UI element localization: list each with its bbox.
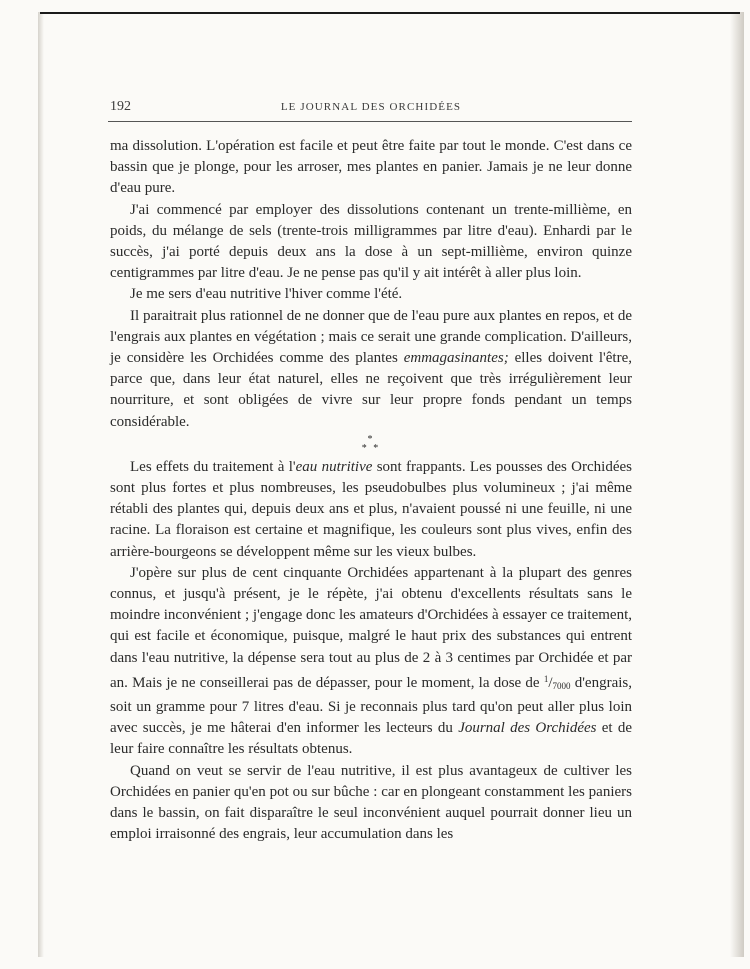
paragraph-2: J'ai commencé par employer des dissolutions contenant un trente-millième, en poids, du mélange de sels (trente-trois milligrammes par litre d'eau). Enhardi par le succès, j'ai porté depuis deux ans la dose à un sept-millième, environ quinze centigrammes par litre d'eau. Je ne pense pas qu'il y ait intérêt à aller plus loin. bbox=[110, 201, 632, 282]
fraction-numerator: 1 bbox=[543, 673, 549, 684]
paragraph-4 bbox=[110, 306, 632, 433]
article-body bbox=[110, 136, 632, 846]
page-number: 192 bbox=[110, 99, 131, 114]
paragraph-5-italic: eau nutritive bbox=[295, 458, 373, 475]
paragraph-5-text-a: Les effets du traitement à l' bbox=[130, 458, 296, 475]
paragraph-7: Quand on veut se servir de l'eau nutritive, il est plus avantageux de cultiver les Orchidées en panier qu'en pot ou sur bûche : car en plongeant constamment les paniers dans le bassin, on fait disparaître le seul inconvénient auquel pourrait donner lieu un emploi irraisonné des engrais, leur accumulation dans les bbox=[110, 762, 632, 843]
paragraph-6: J'opère sur plus de cent cinquante Orchidées appartenant à la plupart des genres connus, et jusqu'à présent, je le répète, j'ai obtenu d'excellents résultats sans le moindre inconvénient ; j'engage donc les amateurs d'Orchidées à essayer ce traitement, qui est facile et économique, puisque, malgré le haut prix des substances qui entrent dans l'eau nutritive, la dépense sera tout au plus de 2 à 3 centimes par Orchidée et par an. Mais je ne conseillerai pas de dépasser, pour le moment, la dose de $^1/_{7000}$ d'engrais, soit un gramme pour 7 litres d'eau. Si je reconnais plus tard qu'on peut aller plus loin avec succès, je me hâterai d'en informer les lecteurs du Journal des Orchidées et de leur faire connaître les résultats obtenus. bbox=[110, 564, 633, 758]
paragraph-3: Je me sers d'eau nutritive l'hiver comme l'été. bbox=[130, 286, 403, 303]
paragraph-6-text-a: J'opère sur plus de cent cinquante Orchidées appartenant à la plupart des genres connus, et jusqu'à présent, je le répète, j'ai obtenu d'excellents résultats sans le moindre inconvénient ; j'engage donc les amateurs d'Orchidées à essayer ce traitement, qui est facile et économique, puisque, malgré le haut prix des substances qui entrent dans l'eau nutritive, la dépense sera tout au plus de 2 à 3 centimes par Orchidée et par an. Mais je ne conseillerai pas de dépasser, pour le moment, la dose de bbox=[110, 564, 632, 691]
paragraph-6-text-b: d'engrais, soit un gramme pour 7 litres d'eau. Si je reconnais plus tard qu'on peut aller plus loin avec succès, je me hâterai d'en informer les lecteurs du bbox=[110, 674, 632, 737]
paragraph-6-italic: Journal des Orchidées bbox=[458, 720, 597, 737]
running-title: LE JOURNAL DES ORCHIDÉES bbox=[280, 101, 462, 113]
page-top-edge bbox=[40, 12, 740, 14]
paragraph-6-text-c: et de leur faire connaître les résultats obtenus. bbox=[110, 720, 633, 758]
paragraph-5 bbox=[110, 457, 632, 563]
page-left-shadow bbox=[38, 12, 44, 957]
section-asterism bbox=[110, 433, 632, 457]
paragraph-4-text-a: Il paraitrait plus rationnel de ne donner que de l'eau pure aux plantes en repos, et de l'engrais aux plantes en végétation ; mais ce serait une grande complication. D'ailleurs, je considère les Orchidées comme des plantes bbox=[110, 307, 632, 367]
page-header bbox=[110, 97, 632, 119]
paragraph-4-italic: emmagasinantes; bbox=[403, 350, 509, 367]
paragraph-4-text-b: elles doivent l'être, parce que, dans leur état naturel, elles ne reçoivent que très irrégulièrement leur nourriture, et sont obligées de vivre sur leur propre fonds pendant un temps considérable. bbox=[110, 350, 632, 430]
page-right-shadow bbox=[730, 12, 744, 957]
header-rule bbox=[108, 121, 632, 122]
fraction-denominator: 7000 bbox=[552, 680, 571, 691]
paragraph-1: ma dissolution. L'opération est facile et peut être faite par tout le monde. C'est dans ce bassin que je plonge, pour les arroser, mes plantes en panier. Jamais je ne leur donne d'eau pure. bbox=[110, 138, 632, 197]
paragraph-5-text-b: sont frappants. Les pousses des Orchidées sont plus fortes et plus nombreuses, les pseudobulbes plus volumineux ; j'ai même rétabli des plantes qui, depuis deux ans et plus, n'avaient poussé ni une feuille, ni une racine. La floraison est certaine et magnifique, les couleurs sont plus vives, enfin des arrière-bourgeons se développent même sur les vieux bulbes. bbox=[110, 458, 632, 560]
asterism-top: * bbox=[367, 433, 375, 445]
asterism-bottom: * * bbox=[361, 442, 381, 454]
